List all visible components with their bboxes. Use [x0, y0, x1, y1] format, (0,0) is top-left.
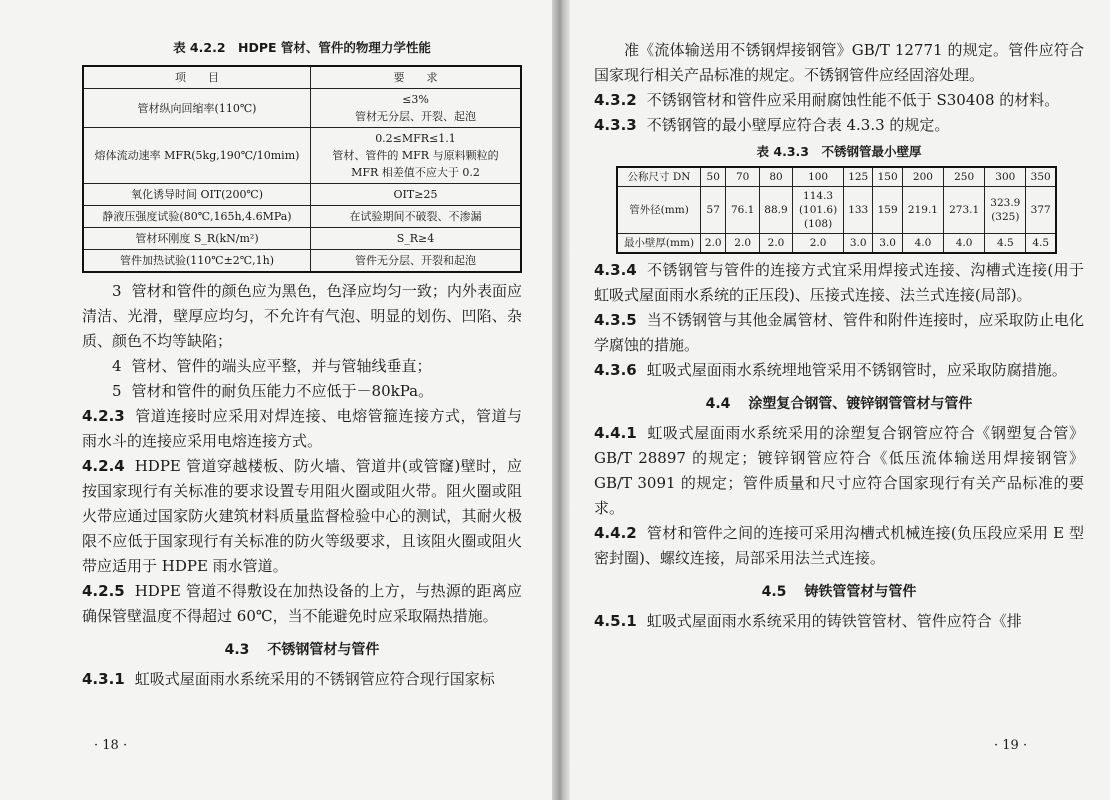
od-cell: 159	[873, 187, 902, 234]
dn-cell: 300	[985, 167, 1026, 187]
od-cell: 133	[844, 187, 873, 234]
section-heading-4-4: 4.4 涂塑复合钢管、镀锌钢管管材与管件	[705, 396, 973, 412]
table-row	[83, 128, 521, 184]
wall-cell: 2.0	[793, 234, 844, 254]
dn-cell: 350	[1026, 167, 1056, 187]
req-line: ≤3%	[402, 93, 429, 106]
page-number: · 19 ·	[994, 738, 1028, 753]
od-cell: 57	[701, 187, 726, 234]
continued-paragraph: 准《流体输送用不锈钢焊接钢管》GB/T 12771 的规定。管件应符合国家现行相关产品标准的规定。不锈钢管件应经固溶处理。	[594, 41, 1084, 84]
req-line: 0.2≤MFR≤1.1	[375, 132, 456, 145]
left-page	[0, 0, 552, 800]
table-row-od	[617, 187, 1056, 234]
row-requirement: OIT≥25	[311, 184, 522, 206]
wall-cell: 2.0	[726, 234, 759, 254]
row-item: 管材环刚度 S_R(kN/m²)	[83, 228, 311, 250]
clause-4-3-3: 4.3.3 不锈钢管的最小壁厚应符合表 4.3.3 的规定。	[594, 116, 950, 134]
row-label: 最小壁厚(mm)	[617, 234, 701, 254]
clause-4-3-1: 4.3.1 虹吸式屋面雨水系统采用的不锈钢管应符合现行国家标	[82, 670, 495, 688]
table-row	[83, 184, 521, 206]
dn-cell: 80	[759, 167, 792, 187]
wall-cell: 3.0	[873, 234, 902, 254]
table-caption-4-2-2: 表 4.2.2 HDPE 管材、管件的物理力学性能	[173, 40, 431, 55]
stainless-wall-table	[616, 166, 1057, 254]
dn-cell: 250	[944, 167, 985, 187]
wall-cell: 2.0	[759, 234, 792, 254]
clause-4-2-5: 4.2.5 HDPE 管道不得敷设在加热设备的上方，与热源的距离应确保管壁温度不得超过 60℃，当不能避免时应采取隔热措施。	[82, 582, 522, 625]
row-requirement: S_R≥4	[311, 228, 522, 250]
table-caption-4-3-3: 表 4.3.3 不锈钢管最小壁厚	[756, 144, 922, 159]
row-requirement	[311, 89, 522, 128]
od-cell: 219.1	[902, 187, 943, 234]
clause-4-3-5: 4.3.5 当不锈钢管与其他金属管材、管件和附件连接时，应采取防止电化学腐蚀的措施。	[594, 311, 1084, 354]
wall-cell: 4.5	[985, 234, 1026, 254]
row-label: 公称尺寸 DN	[617, 167, 701, 187]
table-row	[83, 250, 521, 273]
wall-cell: 4.5	[1026, 234, 1056, 254]
clause-4-5-1: 4.5.1 虹吸式屋面雨水系统采用的铸铁管管材、管件应符合《排	[594, 612, 1022, 630]
header-item: 项 目	[83, 66, 311, 89]
dn-cell: 70	[726, 167, 759, 187]
req-line: 管材、管件的 MFR 与原料颗粒的	[332, 149, 499, 162]
book-gutter	[552, 0, 570, 800]
row-requirement: 在试验期间不破裂、不渗漏	[311, 206, 522, 228]
list-item: 5 管材和管件的耐负压能力不应低于－80kPa。	[112, 382, 434, 400]
hdpe-properties-table	[82, 65, 522, 273]
table-row	[83, 89, 521, 128]
section-heading-4-5: 4.5 铸铁管管材与管件	[761, 584, 917, 600]
clause-4-2-4: 4.2.4 HDPE 管道穿越楼板、防火墙、管道井(或管窿)壁时，应按国家现行有关标准的要求设置专用阻火圈或阻火带。阻火圈或阻火带应通过国家防火建筑材料质量监督检验中心的测试，其耐火极限不应低于国家现行有关标准的防火等级要求，且该阻火圈或阻火带应适用于 HDPE 雨水管道。	[82, 457, 522, 575]
od-cell: 114.3 (101.6) (108)	[793, 187, 844, 234]
wall-cell: 2.0	[701, 234, 726, 254]
clause-4-3-6: 4.3.6 虹吸式屋面雨水系统埋地管采用不锈钢管时，应采取防腐措施。	[594, 361, 1067, 379]
clause-4-2-3: 4.2.3 管道连接时应采用对焊连接、电熔管箍连接方式，管道与雨水斗的连接应采用电熔连接方式。	[82, 407, 522, 450]
wall-cell: 4.0	[902, 234, 943, 254]
od-cell: 323.9 (325)	[985, 187, 1026, 234]
req-line: MFR 相差值不应大于 0.2	[351, 166, 480, 179]
row-item: 管材纵向回缩率(110℃)	[83, 89, 311, 128]
section-heading-4-3: 4.3 不锈钢管材与管件	[224, 642, 380, 658]
wall-cell: 3.0	[844, 234, 873, 254]
list-item: 4 管材、管件的端头应平整，并与管轴线垂直；	[112, 357, 432, 375]
clause-4-4-2: 4.4.2 管材和管件之间的连接可采用沟槽式机械连接(负压段应采用 E 型密封圈)、螺纹连接，局部采用法兰式连接。	[594, 524, 1084, 567]
dn-cell: 200	[902, 167, 943, 187]
clause-4-3-4: 4.3.4 不锈钢管与管件的连接方式宜采用焊接式连接、沟槽式连接(用于虹吸式屋面雨水系统的正压段)、压接式连接、法兰式连接(局部)。	[594, 261, 1084, 304]
od-cell: 88.9	[759, 187, 792, 234]
row-item: 熔体流动速率 MFR(5kg,190℃/10mim)	[83, 128, 311, 184]
right-page	[570, 0, 1110, 800]
table-header-row	[83, 66, 521, 89]
dn-cell: 100	[793, 167, 844, 187]
page-number: · 18 ·	[94, 738, 128, 753]
row-requirement: 管件无分层、开裂和起泡	[311, 250, 522, 273]
table-row-wall	[617, 234, 1056, 254]
req-line: 管材无分层、开裂、起泡	[355, 110, 476, 123]
table-row	[83, 228, 521, 250]
table-row	[83, 206, 521, 228]
od-cell: 273.1	[944, 187, 985, 234]
row-item: 氧化诱导时间 OIT(200℃)	[83, 184, 311, 206]
od-cell: 377	[1026, 187, 1056, 234]
dn-cell: 150	[873, 167, 902, 187]
wall-cell: 4.0	[944, 234, 985, 254]
row-label: 管外径(mm)	[617, 187, 701, 234]
clause-4-3-2: 4.3.2 不锈钢管材和管件应采用耐腐蚀性能不低于 S30408 的材料。	[594, 91, 1060, 109]
list-item: 3 管材和管件的颜色应为黑色，色泽应均匀一致；内外表面应清洁、光滑，壁厚应均匀，不允许有气泡、明显的划伤、凹陷、杂质、颜色不均等缺陷；	[82, 282, 522, 350]
row-item: 管件加热试验(110℃±2℃,1h)	[83, 250, 311, 273]
row-item: 静液压强度试验(80℃,165h,4.6MPa)	[83, 206, 311, 228]
dn-cell: 125	[844, 167, 873, 187]
header-requirement: 要 求	[311, 66, 522, 89]
table-row-dn	[617, 167, 1056, 187]
row-requirement	[311, 128, 522, 184]
dn-cell: 50	[701, 167, 726, 187]
od-cell: 76.1	[726, 187, 759, 234]
clause-4-4-1: 4.4.1 虹吸式屋面雨水系统采用的涂塑复合钢管应符合《钢塑复合管》GB/T 28897 的规定；镀锌钢管应符合《低压流体输送用焊接钢管》GB/T 3091 的规定；管件质量和尺寸应符合国家现行有关产品标准的要求。	[594, 424, 1084, 517]
